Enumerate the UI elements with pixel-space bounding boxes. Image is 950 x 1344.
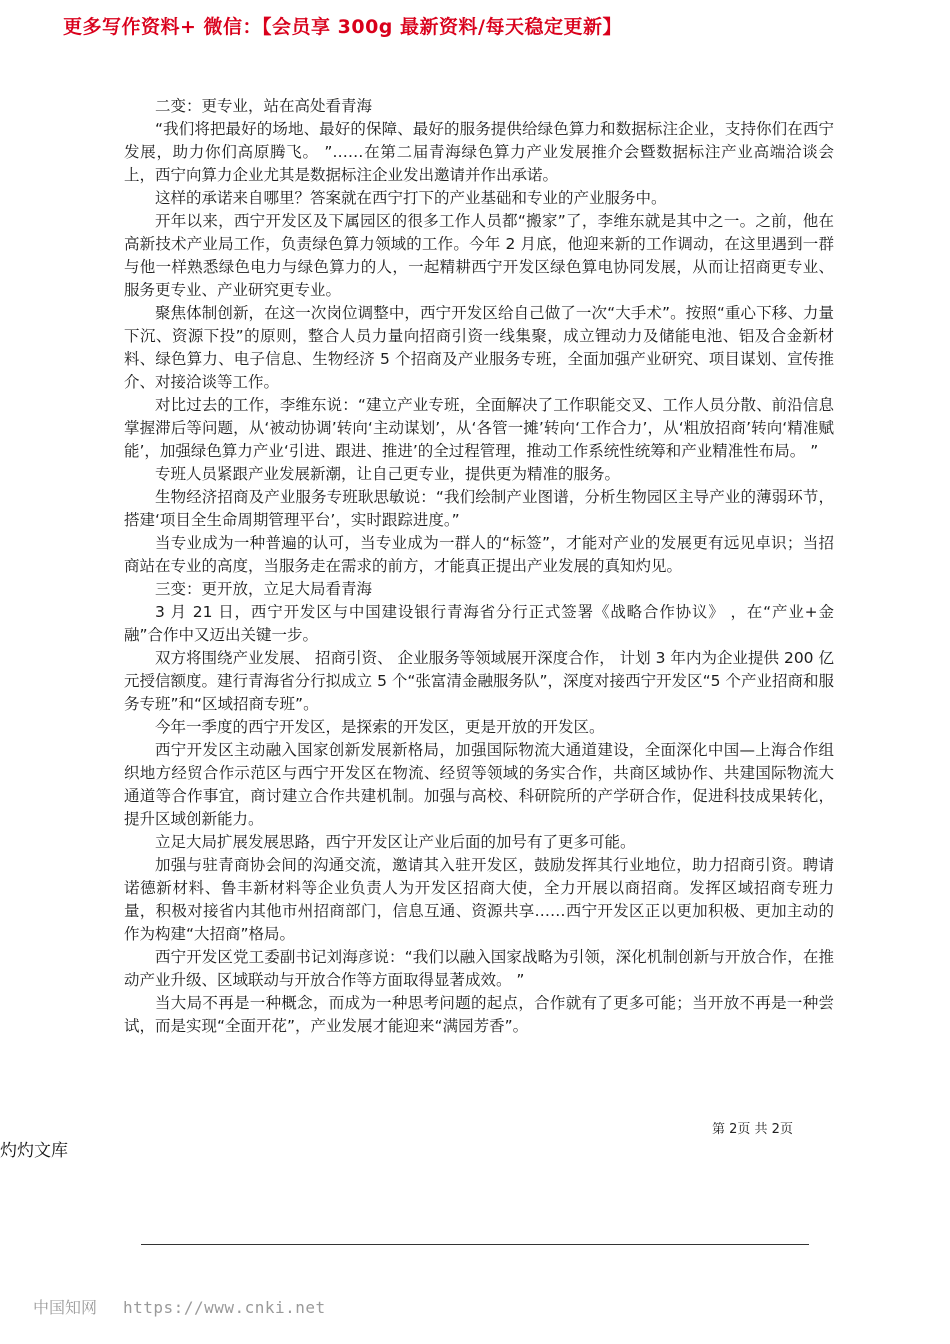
page-number: 第 2页 共 2页 bbox=[712, 1122, 793, 1137]
paragraph: 生物经济招商及产业服务专班耿思敏说：“我们绘制产业图谱，分析生物园区主导产业的薄弱环节，搭建‘项目全生命周期管理平台’，实时跟踪进度。” bbox=[124, 488, 834, 529]
paragraph: 这样的承诺来自哪里？答案就在西宁打下的产业基础和专业的产业服务中。 bbox=[155, 189, 667, 207]
paragraph: 立足大局扩展发展思路，西宁开发区让产业后面的加号有了更多可能。 bbox=[155, 833, 636, 851]
watermark-name: 中国知网 bbox=[33, 1298, 98, 1317]
paragraph: 加强与驻青商协会间的沟通交流，邀请其入驻开发区，鼓励发挥其行业地位，助力招商引资。聘请诺德新材料、鲁丰新材料等企业负责人为开发区招商大使，全力开展以商招商。发挥区域招商专班力量，积极对接省内其他市州招商部门，信息互通、资源共享……西宁开发区正以更加积极、更加主动的作为构建“大招商”格局。 bbox=[124, 856, 834, 943]
paragraph: 对比过去的工作，李维东说：“建立产业专班，全面解决了工作职能交叉、工作人员分散、前沿信息掌握滞后等问题，从‘被动协调’转向‘主动谋划’，从‘各管一摊’转向‘工作合力’，从‘粗放招商’转向‘精准赋能’，加强绿色算力产业‘引进、跟进、推进’的全过程管理，推动工作系统性统筹和产业精准性布局。 ” bbox=[124, 396, 834, 460]
paragraph: 专班人员紧跟产业发展新潮，让自己更专业，提供更为精准的服务。 bbox=[155, 465, 621, 483]
watermark-url: https://www.cnki.net bbox=[123, 1298, 326, 1317]
paragraph: 聚焦体制创新，在这一次岗位调整中，西宁开发区给自己做了一次“大手术”。按照“重心下移、力量下沉、资源下投”的原则，整合人员力量向招商引资一线集聚，成立锂动力及储能电池、铝及合金新材料、绿色算力、电子信息、生物经济 5 个招商及产业服务专班，全面加强产业研究、项目谋划、宣传推介、对接洽谈等工作。 bbox=[124, 304, 834, 391]
paragraph: “我们将把最好的场地、最好的保障、最好的服务提供给绿色算力和数据标注企业，支持你们在西宁发展，助力你们高原腾飞。 ”……在第二届青海绿色算力产业发展推介会暨数据标注产业高端洽谈会上，西宁向算力企业尤其是数据标注企业发出邀请并作出承诺。 bbox=[124, 120, 834, 184]
promo-banner: 更多写作资料+ 微信：【会员享 300g 最新资料/每天稳定更新】 bbox=[63, 16, 622, 38]
paragraph-section-heading-2: 二变：更专业，站在高处看青海 bbox=[155, 97, 373, 115]
paragraph: 开年以来，西宁开发区及下属园区的很多工作人员都“搬家”了，李维东就是其中之一。之前，他在高新技术产业局工作，负责绿色算力领域的工作。今年 2 月底，他迎来新的工作调动，在这里遇到一群与他一样熟悉绿色电力与绿色算力的人，一起精耕西宁开发区绿色算电协同发展，从而让招商更专业、服务更专业、产业研究更专业。 bbox=[124, 212, 834, 299]
cnki-watermark bbox=[33, 1295, 326, 1318]
paragraph-section-heading-3: 三变：更开放，立足大局看青海 bbox=[155, 580, 373, 598]
footer-divider bbox=[141, 1244, 809, 1245]
paragraph: 双方将围绕产业发展、 招商引资、 企业服务等领域展开深度合作， 计划 3 年内为企业提供 200 亿元授信额度。建行青海省分行拟成立 5 个“张富清金融服务队”，深度对接西宁开发区“5 个产业招商和服务专班”和“区域招商专班”。 bbox=[124, 649, 834, 713]
paragraph: 当专业成为一种普遍的认可，当专业成为一群人的“标签”，才能对产业的发展更有远见卓识；当招商站在专业的高度，当服务走在需求的前方，才能真正提出产业发展的真知灼见。 bbox=[124, 534, 834, 575]
library-name: 灼灼文库 bbox=[0, 1141, 68, 1161]
paragraph: 当大局不再是一种概念，而成为一种思考问题的起点，合作就有了更多可能；当开放不再是一种尝试，而是实现“全面开花”，产业发展才能迎来“满园芳香”。 bbox=[124, 994, 834, 1035]
article-body bbox=[124, 95, 834, 1038]
paragraph: 今年一季度的西宁开发区，是探索的开发区，更是开放的开发区。 bbox=[155, 718, 605, 736]
paragraph: 西宁开发区主动融入国家创新发展新格局，加强国际物流大通道建设，全面深化中国—上海合作组织地方经贸合作示范区与西宁开发区在物流、经贸等领域的务实合作，共商区域协作、共建国际物流大通道等合作事宜，商讨建立合作共建机制。加强与高校、科研院所的产学研合作，促进科技成果转化，提升区域创新能力。 bbox=[124, 741, 834, 828]
paragraph: 西宁开发区党工委副书记刘海彦说：“我们以融入国家战略为引领，深化机制创新与开放合作，在推动产业升级、区域联动与开放合作等方面取得显著成效。 ” bbox=[124, 948, 834, 989]
paragraph: 3 月 21 日，西宁开发区与中国建设银行青海省分行正式签署《战略合作协议》 ，在“产业+金融”合作中又迈出关键一步。 bbox=[124, 603, 834, 644]
